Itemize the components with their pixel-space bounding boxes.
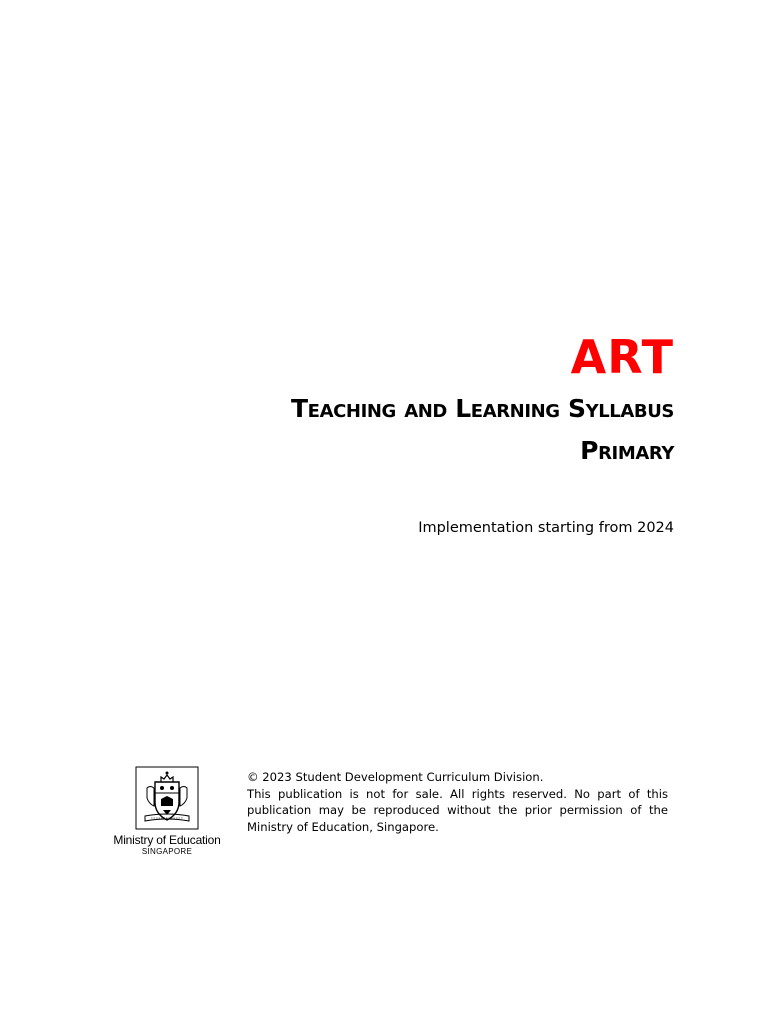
implementation-note: Implementation starting from 2024 — [418, 520, 674, 536]
rights-text: This publication is not for sale. All rights reserved. No part of this publication may be reproduced without the prior permission of the Ministry of Education, Singapore. — [247, 786, 668, 834]
title-block — [291, 326, 674, 472]
level-subtitle: Primary — [580, 436, 674, 465]
logo-country: SINGAPORE — [141, 847, 193, 856]
logo-ministry-name: Ministry of Education — [113, 833, 221, 847]
moe-logo — [108, 766, 226, 856]
syllabus-subtitle: Teaching and Learning Syllabus — [291, 394, 674, 423]
subject-title: ART — [570, 330, 674, 384]
ministry-crest-icon — [135, 766, 199, 830]
copyright-line: © 2023 Student Development Curriculum Division. — [247, 770, 544, 784]
copyright-notice — [247, 769, 668, 835]
